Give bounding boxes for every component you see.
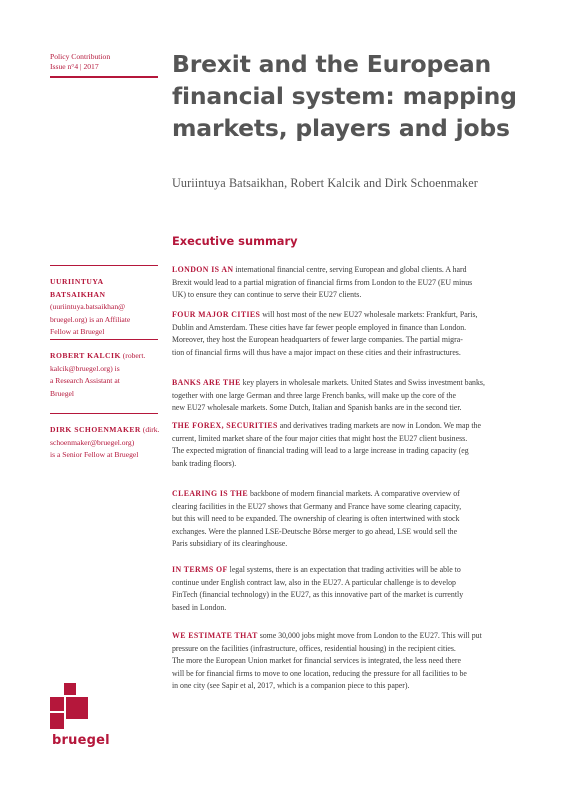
paragraph-line: new EU27 wholesale markets. Some Dutch, Italian and Spanish banks are in the second tier. (172, 403, 462, 412)
sidebar-divider (50, 265, 158, 266)
paragraph-line: Moreover, they host the European headquarters of fewer large companies. The partial migra- (172, 335, 463, 344)
paragraph-lead: CLEARING IS THE (172, 489, 249, 498)
meta-divider (50, 76, 158, 78)
paragraph-line: The expected migration of financial trading will lead to a large increase in trading capacity (eg (172, 446, 469, 455)
logo-square (50, 697, 64, 711)
paragraph-6 (172, 564, 527, 614)
author-note-3 (50, 424, 160, 462)
paragraph-line: Paris subsidiary of its clearinghouse. (172, 539, 288, 548)
author-note-line: a Research Assistant at (50, 376, 120, 385)
paragraph-line: together with one large German and three large French banks, will make up the core of the (172, 390, 456, 400)
paragraph-line: will be for financial firms to move to one location, reducing the pressure for all facilities to be (172, 668, 467, 678)
author-note-name: DIRK SCHOENMAKER (50, 425, 141, 434)
sidebar-divider (50, 339, 158, 340)
author-note-line: is a Senior Fellow at Bruegel (50, 450, 139, 459)
author-note-line: schoenmaker@bruegel.org) (50, 437, 135, 447)
paragraph-line: international financial centre, serving European and global clients. A hard (233, 265, 467, 274)
paragraph-line: but this will need to be expanded. The ownership of clearing is often intertwined with stock (172, 514, 460, 523)
paragraph-lead: FOUR MAJOR CITIES (172, 310, 261, 319)
paragraph-line: clearing facilities in the EU27 shows that Germany and France have some clearing capacity, (172, 501, 462, 511)
paragraph-line: and derivatives trading markets are now in London. We map the (277, 421, 481, 430)
author-note-line: (uuriintuya.batsaikhan@ (50, 302, 126, 311)
title-line-1: Brexit and the European (172, 50, 492, 78)
paragraph-line: exchanges. Were the planned LSE-Deutsche Börse merger to go ahead, LSE would sell the (172, 526, 458, 536)
author-note-line: kalcik@bruegel.org) is (50, 363, 120, 373)
bruegel-logo-mark (50, 683, 90, 733)
author-note-1 (50, 276, 160, 339)
paragraph-line: bank trading floors). (172, 458, 237, 468)
series-issue: Issue n°4 | 2017 (50, 62, 99, 71)
paragraph-line: tion of financial firms will thus have a major impact on these cities and their infrastructures. (172, 347, 461, 357)
paragraph-lead: BANKS ARE THE (172, 378, 241, 387)
paragraph-line: continue under English contract law, also in the EU27. A particular challenge is to develop (172, 577, 456, 587)
series-name: Policy Contribution (50, 52, 111, 61)
paragraph-line: UK) to ensure they can continue to serve their EU27 clients. (172, 290, 362, 299)
paragraph-line: key players in wholesale markets. United States and Swiss investment banks, (240, 378, 485, 387)
paragraph-line: will host most of the new EU27 wholesale markets: Frankfurt, Paris, (260, 310, 478, 319)
author-note-name: UURIINTUYA BATSAIKHAN (50, 277, 106, 299)
paragraph-3 (172, 377, 527, 415)
paragraph-2 (172, 309, 527, 359)
paragraph-line: legal systems, there is an expectation that trading activities will be able to (227, 565, 461, 574)
author-note-2 (50, 350, 160, 400)
document-title (172, 48, 532, 144)
logo-square (64, 683, 76, 695)
author-note-line: bruegel.org) is an Affiliate (50, 314, 131, 324)
paragraph-line: The more the European Union market for financial services is integrated, the less need there (172, 656, 462, 665)
author-note-line: (dirk. (140, 425, 160, 434)
paragraph-lead: THE FOREX, SECURITIES (172, 421, 278, 430)
author-note-name: ROBERT KALCIK (50, 351, 121, 360)
sidebar-divider (50, 413, 158, 414)
paragraph-lead: LONDON IS AN (172, 265, 234, 274)
author-note-line: Fellow at Bruegel (50, 327, 105, 336)
paragraph-5 (172, 488, 527, 551)
paragraph-1 (172, 264, 527, 302)
logo-square (50, 713, 64, 729)
paragraph-7 (172, 630, 527, 693)
paragraph-line: some 30,000 jobs might move from London to the EU27. This will put (257, 631, 482, 640)
title-line-2: financial system: mapping (172, 82, 517, 110)
paragraph-line: pressure on the facilities (infrastructure, offices, residential housing) in the recipient cities. (172, 643, 456, 653)
paragraph-line: current, limited market share of the four major cities that might host the EU27 client business. (172, 433, 468, 443)
logo-square (66, 697, 88, 719)
paragraph-line: FinTech (financial technology) in the EU27, as this innovative part of the market is currently (172, 590, 464, 599)
author-note-line: Bruegel (50, 388, 75, 398)
authors-line: Uuriintuya Batsaikhan, Robert Kalcik and Dirk Schoenmaker (172, 176, 478, 190)
title-line-3: markets, players and jobs (172, 114, 510, 142)
series-info (50, 52, 158, 72)
paragraph-line: Brexit would lead to a partial migration of financial firms from London to the EU27 (EU minus (172, 277, 473, 287)
paragraph-line: in one city (see Sapir et al, 2017, which is a companion piece to this paper). (172, 681, 410, 690)
paragraph-4 (172, 420, 527, 470)
logo-wordmark: bruegel (52, 733, 110, 748)
paragraph-line: backbone of modern financial markets. A comparative overview of (248, 489, 460, 498)
paragraph-lead: WE ESTIMATE THAT (172, 631, 258, 640)
author-note-line: (robert. (120, 351, 146, 360)
paragraph-lead: IN TERMS OF (172, 565, 228, 574)
paragraph-line: based in London. (172, 602, 227, 612)
section-heading: Executive summary (172, 234, 298, 248)
paragraph-line: Dublin and Amsterdam. These cities have far fewer people employed in finance than London. (172, 322, 467, 332)
